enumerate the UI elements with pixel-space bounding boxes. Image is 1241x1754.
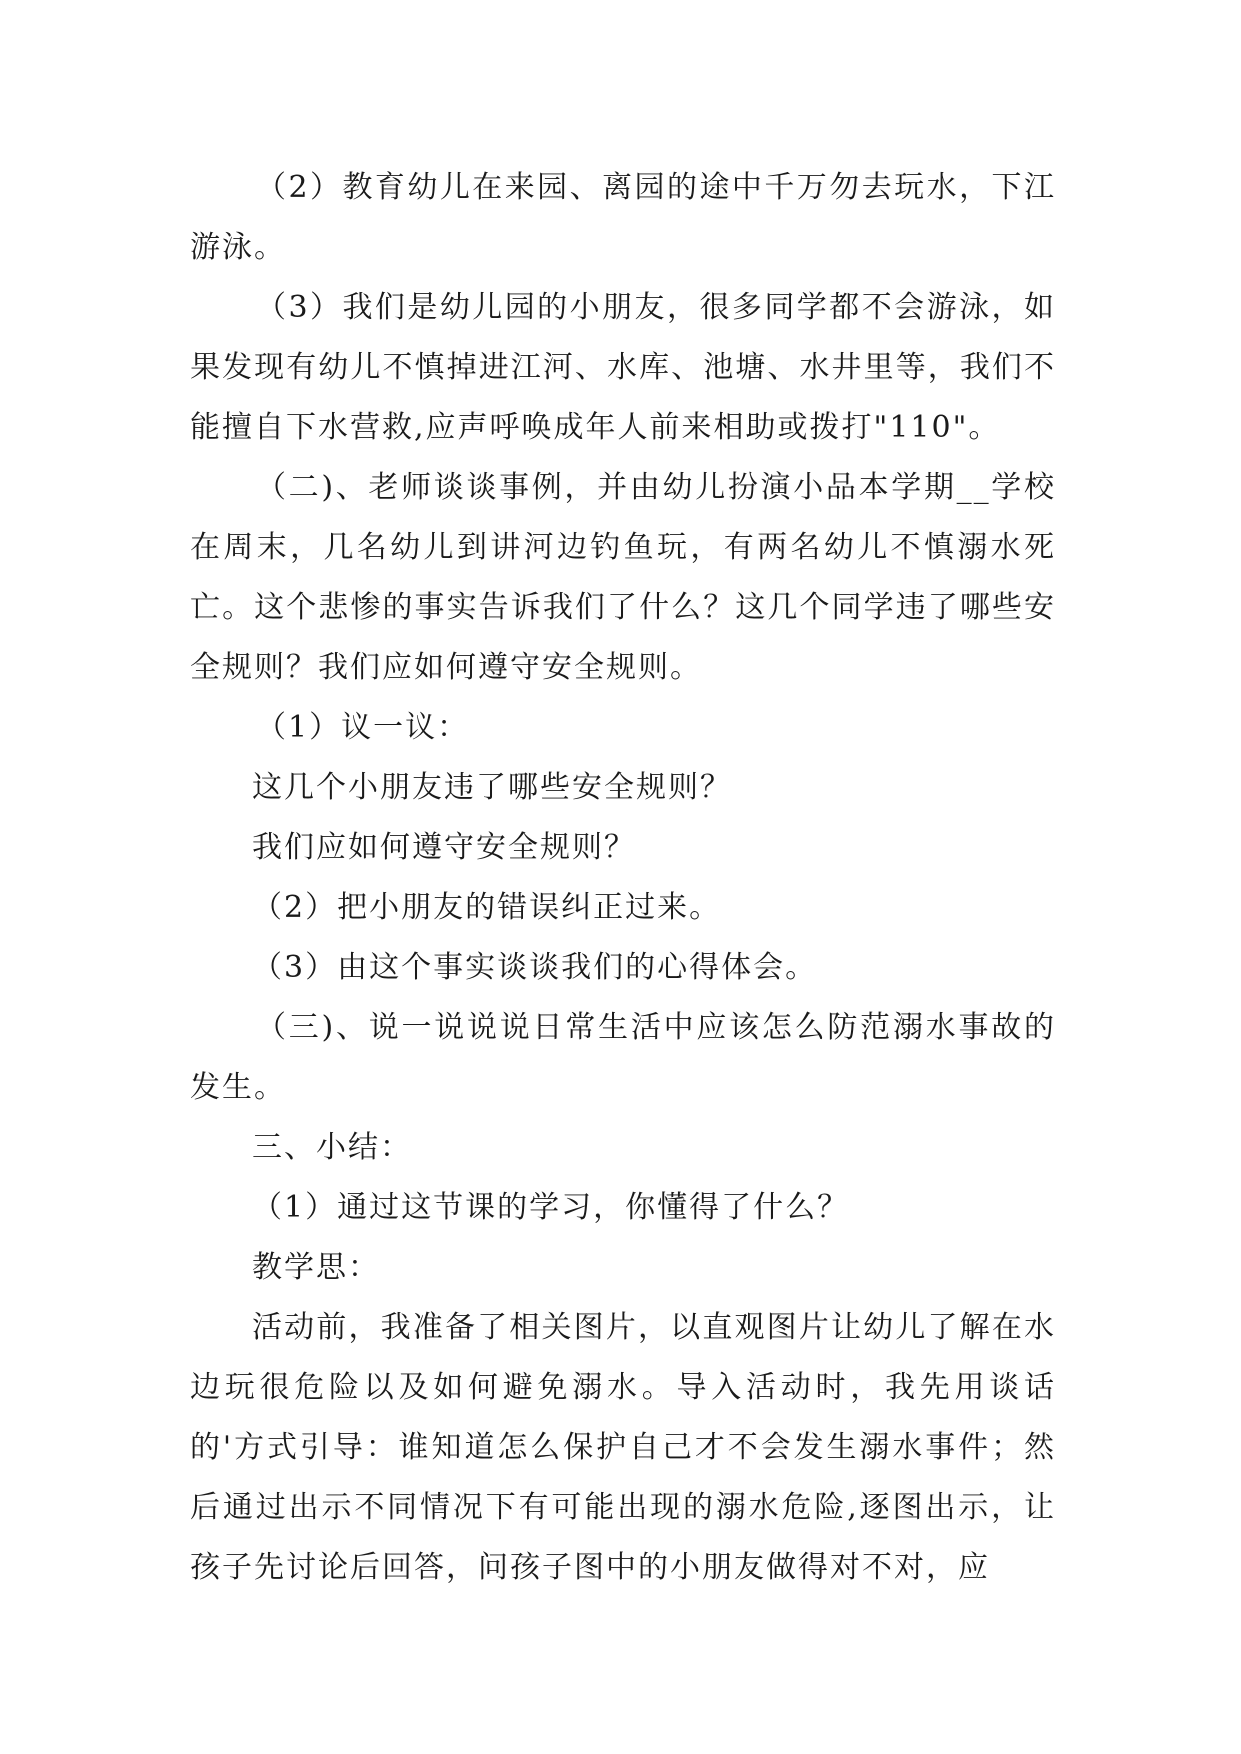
paragraph: （二)、老师谈谈事例，并由幼儿扮演小品本学期__学校在周末，几名幼儿到讲河边钓鱼玩，有两名幼儿不慎溺水死亡。这个悲惨的事实告诉我们了什么？这几个同学违了哪些安全规则？我们应如何遵守安全规则。: [190, 470, 1056, 685]
paragraph: （三)、说一说说说日常生活中应该怎么防范溺水事故的发生。: [190, 1010, 1056, 1105]
paragraph: 这几个小朋友违了哪些安全规则？: [252, 770, 732, 805]
paragraph: 教学思：: [252, 1250, 380, 1285]
paragraph: 三、小结：: [252, 1130, 412, 1165]
paragraph: 我们应如何遵守安全规则？: [252, 830, 636, 865]
paragraph: 活动前，我准备了相关图片，以直观图片让幼儿了解在水边玩很危险以及如何避免溺水。导入活动时，我先用谈话的'方式引导：谁知道怎么保护自己才不会发生溺水事件；然后通过出示不同情况下有可能出现的溺水危险,逐图出示，让孩子先讨论后回答，问孩子图中的小朋友做得对不对，应: [190, 1310, 1056, 1585]
document-body: [190, 158, 1056, 1598]
paragraph: （2）把小朋友的错误纠正过来。: [252, 890, 722, 925]
paragraph: （1）议一议：: [256, 710, 470, 745]
paragraph: （3）由这个事实谈谈我们的心得体会。: [252, 950, 818, 985]
paragraph: （2）教育幼儿在来园、离园的途中千万勿去玩水，下江游泳。: [190, 170, 1056, 265]
paragraph: （1）通过这节课的学习，你懂得了什么？: [252, 1190, 850, 1225]
paragraph: （3）我们是幼儿园的小朋友，很多同学都不会游泳，如果发现有幼儿不慎掉进江河、水库、池塘、水井里等，我们不能擅自下水营救,应声呼唤成年人前来相助或拨打"110"。: [190, 290, 1056, 445]
